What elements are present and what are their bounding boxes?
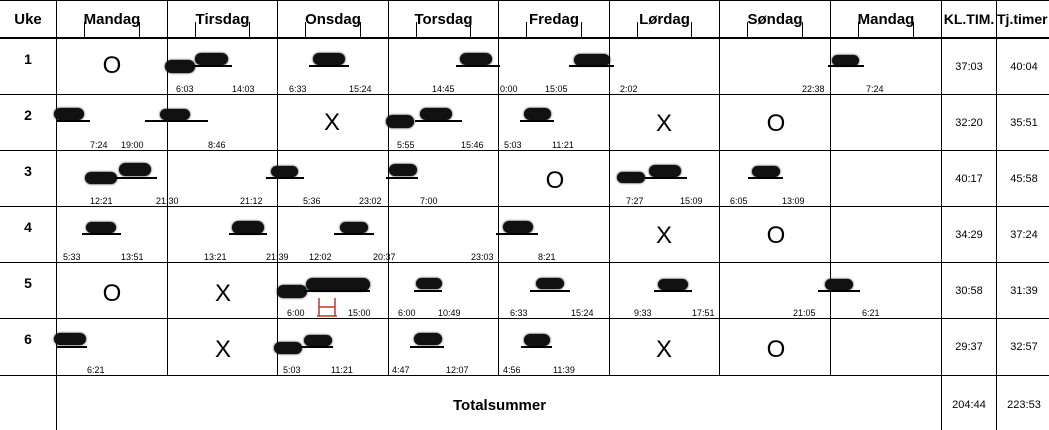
time-label: 6:21	[87, 365, 105, 375]
week-number: 2	[24, 107, 32, 123]
shift-bar	[569, 65, 614, 67]
row-divider-5	[0, 318, 1049, 319]
header-day-2: Tirsdag	[195, 11, 250, 28]
redacted-mark	[274, 342, 302, 354]
time-label: 6:00	[287, 308, 305, 318]
day-off-mark: X	[655, 110, 672, 137]
shift-bar	[334, 233, 374, 235]
redacted-mark	[85, 172, 117, 184]
time-label: 13:51	[121, 252, 144, 262]
header-day-7: Søndag	[747, 11, 803, 28]
col-divider-7	[830, 0, 831, 375]
totals-label: Totalsummer	[453, 397, 547, 414]
redacted-mark	[524, 334, 550, 346]
row-divider-3	[0, 206, 1049, 207]
header-week: Uke	[14, 11, 42, 28]
redacted-mark	[386, 115, 414, 128]
redacted-mark	[54, 333, 86, 345]
col-divider-3	[388, 0, 389, 375]
redacted-mark	[195, 53, 228, 65]
kl-tim-value: 40:17	[955, 173, 983, 185]
kl-tim-value: 30:58	[955, 285, 983, 297]
shift-bar	[192, 65, 232, 67]
shift-bar	[145, 120, 208, 122]
redacted-mark	[503, 221, 533, 233]
day-off-mark: O	[545, 167, 565, 194]
redacted-mark	[649, 165, 681, 177]
redacted-mark	[54, 108, 84, 120]
day-off-mark: X	[655, 222, 672, 249]
time-label: 5:03	[504, 140, 522, 150]
day-off-mark: X	[214, 336, 231, 363]
week-number: 3	[24, 163, 32, 179]
tj-timer-value: 31:39	[1010, 285, 1038, 297]
time-label: 17:51	[692, 308, 715, 318]
time-label: 6:03	[176, 84, 194, 94]
time-label: 15:24	[349, 84, 372, 94]
time-label: 7:00	[420, 196, 438, 206]
time-label: 19:00	[121, 140, 144, 150]
col-divider-9	[996, 0, 997, 430]
time-label: 21:12	[240, 196, 263, 206]
redacted-mark	[416, 278, 442, 289]
shift-bar	[300, 346, 333, 348]
day-off-mark: X	[655, 336, 672, 363]
week-number: 6	[24, 331, 32, 347]
time-label: 8:21	[538, 252, 556, 262]
time-label: 11:21	[331, 365, 353, 375]
shift-bar	[456, 65, 500, 67]
redacted-mark	[86, 222, 116, 233]
time-label: 5:33	[63, 252, 81, 262]
redacted-mark	[420, 108, 452, 120]
time-label: 23:03	[471, 252, 494, 262]
time-label: 5:36	[303, 196, 321, 206]
shift-bar	[229, 233, 267, 235]
shift-bar	[266, 177, 304, 179]
shift-bar	[645, 177, 687, 179]
time-label: 4:56	[503, 365, 521, 375]
tj-timer-value: 45:58	[1010, 173, 1038, 185]
time-label: 12:07	[446, 365, 469, 375]
shift-bar	[496, 233, 538, 235]
day-off-mark: O	[766, 222, 786, 249]
time-label: 6:33	[289, 84, 307, 94]
tj-timer-value: 40:04	[1010, 61, 1038, 73]
tj-timer-value: 35:51	[1010, 117, 1038, 129]
day-off-mark: O	[102, 280, 122, 307]
kl-tim-value: 29:37	[955, 341, 983, 353]
time-label: 15:09	[680, 196, 703, 206]
week-number: 5	[24, 275, 32, 291]
time-label: 22:38	[802, 84, 825, 94]
time-label: 13:21	[204, 252, 227, 262]
redacted-mark	[304, 335, 332, 346]
row-divider-6	[0, 375, 1049, 376]
shift-bar	[828, 65, 864, 67]
time-label: 20:37	[373, 252, 396, 262]
header-day-1: Mandag	[83, 11, 141, 28]
shift-bar	[115, 177, 157, 179]
day-off-mark: O	[102, 52, 122, 79]
day-off-mark: O	[766, 336, 786, 363]
shift-bar	[414, 290, 442, 292]
day-off-mark: O	[766, 110, 786, 137]
kl-tim-value: 32:20	[955, 117, 983, 129]
shift-bar	[818, 290, 860, 292]
col-divider-6	[719, 0, 720, 375]
col-divider-week	[56, 0, 57, 430]
redacted-mark	[752, 166, 780, 177]
total-tj-timer: 223:53	[1007, 399, 1041, 411]
kl-tim-value: 34:29	[955, 229, 983, 241]
time-label: 7:27	[626, 196, 644, 206]
day-off-mark: X	[323, 109, 340, 136]
time-label: 21:30	[156, 196, 179, 206]
time-label: 14:03	[232, 84, 255, 94]
time-label: 8:46	[208, 140, 226, 150]
time-label: 11:21	[552, 140, 574, 150]
col-divider-1	[167, 0, 168, 375]
time-label: 15:05	[545, 84, 568, 94]
shift-bar	[386, 177, 418, 179]
row-divider-1	[0, 94, 1049, 95]
time-label: 13:09	[782, 196, 805, 206]
header-day-4: Torsdag	[414, 11, 473, 28]
time-label: 23:02	[359, 196, 382, 206]
row-divider-2	[0, 150, 1049, 151]
redacted-mark	[165, 60, 195, 73]
top-border	[0, 0, 1049, 1]
shift-bar	[57, 346, 87, 348]
redacted-mark	[460, 53, 492, 65]
redacted-mark	[389, 164, 417, 176]
header-kl-tim: KL.TIM.	[943, 11, 995, 27]
col-divider-8	[941, 0, 942, 430]
redacted-mark	[340, 222, 368, 233]
time-label: 15:00	[348, 308, 371, 318]
time-label: 6:05	[730, 196, 748, 206]
redacted-mark	[277, 285, 307, 298]
shift-bar	[410, 346, 444, 348]
time-label: 7:24	[866, 84, 884, 94]
time-label: 12:21	[90, 196, 113, 206]
redacted-mark	[313, 53, 345, 65]
time-label: 11:39	[553, 365, 575, 375]
time-label: 12:02	[309, 252, 332, 262]
header-day-6: Lørdag	[639, 11, 690, 28]
shift-bar	[521, 346, 552, 348]
redacted-mark	[658, 279, 688, 290]
tj-timer-value: 37:24	[1010, 229, 1038, 241]
shift-bar	[530, 290, 570, 292]
tj-timer-value: 32:57	[1010, 341, 1038, 353]
redacted-mark	[160, 109, 190, 120]
col-divider-2	[277, 0, 278, 375]
time-label: 4:47	[392, 365, 410, 375]
time-label: 21:39	[266, 252, 289, 262]
kl-tim-value: 37:03	[955, 61, 983, 73]
shift-bar	[520, 120, 554, 122]
shift-bar	[309, 65, 349, 67]
time-label: 15:46	[461, 140, 484, 150]
shift-bar	[82, 233, 121, 235]
header-day-8: Mandag	[857, 11, 915, 28]
time-label: 7:24	[90, 140, 108, 150]
shift-bar	[304, 290, 370, 292]
shift-bar	[57, 120, 90, 122]
time-label: 2:02	[620, 84, 638, 94]
header-divider	[0, 37, 1049, 39]
redacted-mark	[825, 279, 853, 290]
header-day-3: Onsdag	[305, 11, 361, 28]
time-label: 14:45	[432, 84, 455, 94]
week-number: 4	[24, 219, 32, 235]
header-day-5: Fredag	[528, 11, 579, 28]
week-number: 1	[24, 51, 32, 67]
redacted-mark	[271, 166, 298, 177]
redacted-mark	[414, 333, 442, 345]
col-divider-4	[498, 0, 499, 375]
shift-bar	[748, 177, 783, 179]
header-tj-timer: Tj.timer	[997, 11, 1048, 27]
time-label: 9:33	[634, 308, 652, 318]
correction-annotation	[316, 296, 338, 318]
time-label: 5:03	[283, 365, 301, 375]
redacted-mark	[617, 172, 645, 183]
time-label: 10:49	[438, 308, 461, 318]
total-kl-tim: 204:44	[952, 399, 986, 411]
shift-bar	[654, 290, 692, 292]
time-label: 5:55	[397, 140, 415, 150]
time-label: 6:00	[398, 308, 416, 318]
time-label: 21:05	[793, 308, 816, 318]
redacted-mark	[524, 108, 551, 120]
row-divider-4	[0, 262, 1049, 263]
time-label: 15:24	[571, 308, 594, 318]
time-label: 6:21	[862, 308, 880, 318]
redacted-mark	[119, 163, 151, 176]
day-off-mark: X	[214, 280, 231, 307]
time-label: 0:00	[500, 84, 518, 94]
time-label: 6:33	[510, 308, 528, 318]
shift-bar	[415, 120, 462, 122]
redacted-mark	[536, 278, 564, 289]
